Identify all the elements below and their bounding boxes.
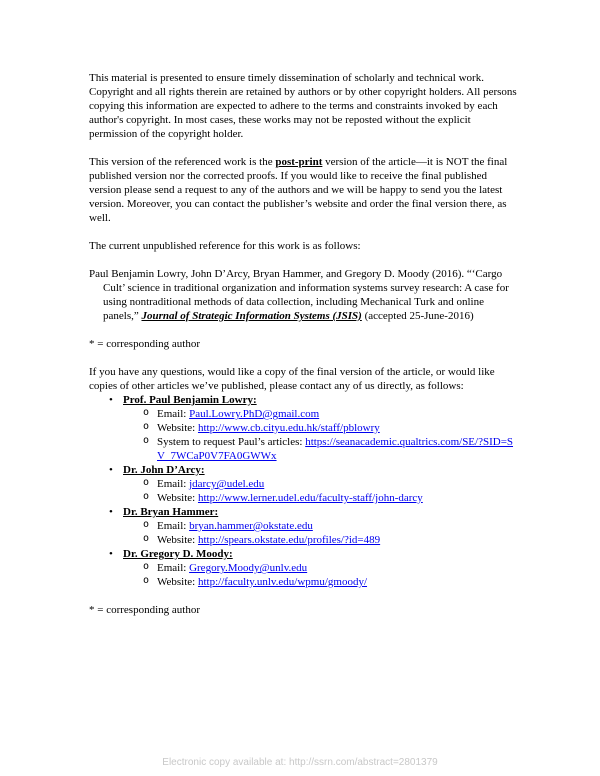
contact-label: System to request Paul’s articles: <box>157 436 306 448</box>
contact-list <box>123 477 519 505</box>
version-statement <box>89 155 519 225</box>
author-list <box>89 393 519 589</box>
copyright-notice: This material is presented to ensure timely dissemination of scholarly and technical work. Copyright and all rights therein are retained by authors or by other copyright holders. All persons copying this information are expected to adhere to the terms and constraints invoked by each author's copyright. In most cases, these works may not be reposted without the explicit permission of the copyright holder. <box>89 72 517 140</box>
contact-label: Email: <box>157 478 190 490</box>
author-name: Dr. Bryan Hammer: <box>123 506 219 518</box>
request-articles-link[interactable]: https://seanacademic.qualtrics.com/SE/?SID=SV_7WCaP0V7FA0GWWx <box>157 436 514 462</box>
contact-label: Website: <box>157 576 198 588</box>
post-print-highlight: post-print <box>275 156 323 168</box>
author-item <box>89 463 519 505</box>
website-link[interactable]: http://spears.okstate.edu/profiles/?id=489 <box>197 534 381 546</box>
contact-item <box>123 533 519 547</box>
contact-item <box>123 407 519 421</box>
website-link[interactable]: http://www.cb.cityu.edu.hk/staff/pblowry <box>197 422 380 434</box>
contact-list <box>123 407 519 463</box>
author-name: Dr. John D’Arcy: <box>123 464 205 476</box>
journal-name: Journal of Strategic Information Systems (JSIS) <box>141 310 362 322</box>
reference-accepted: (accepted 25-June-2016) <box>361 310 474 322</box>
author-item <box>89 547 519 589</box>
website-link[interactable]: http://faculty.unlv.edu/wpmu/gmoody/ <box>197 576 368 588</box>
email-link[interactable]: bryan.hammer@okstate.edu <box>189 520 313 532</box>
version-suffix: version of the article—it is NOT the final published version nor the corrected proofs. If you would like to receive the final published version please send a request to any of the authors and we will be happy to send you the latest version. Moreover, you can contact the publisher’s website and order the final version there, as well. <box>89 156 508 224</box>
author-name: Prof. Paul Benjamin Lowry: <box>123 394 257 406</box>
author-name: Dr. Gregory D. Moody: <box>123 548 233 560</box>
reference-authors-title: Paul Benjamin Lowry, John D’Arcy, Bryan Hammer, and Gregory D. Moody (2016). “‘Cargo Cult’ science in traditional organization and information systems survey research: A case for using nontraditional methods of data collection, including Mechanical Turk and online panels,” <box>89 268 509 322</box>
contact-label: Email: <box>157 408 190 420</box>
contact-label: Website: <box>157 534 198 546</box>
contact-item <box>123 519 519 533</box>
contact-label: Website: <box>157 422 198 434</box>
reference-citation <box>89 267 519 323</box>
contact-label: Website: <box>157 492 198 504</box>
website-link[interactable]: http://www.lerner.udel.edu/faculty-staff/john-darcy <box>197 492 423 504</box>
contact-list <box>123 561 519 589</box>
contact-item <box>123 561 519 575</box>
email-link[interactable]: Gregory.Moody@unlv.edu <box>189 562 308 574</box>
author-item <box>89 393 519 463</box>
corresponding-author-note: * = corresponding author <box>89 338 200 350</box>
contact-list <box>123 519 519 547</box>
contact-item <box>123 435 519 463</box>
email-link[interactable]: Paul.Lowry.PhD@gmail.com <box>189 408 320 420</box>
version-prefix: This version of the referenced work is the <box>89 156 276 168</box>
author-item <box>89 505 519 547</box>
email-link[interactable]: jdarcy@udel.edu <box>189 478 265 490</box>
contact-intro: If you have any questions, would like a copy of the final version of the article, or would like copies of other articles we’ve published, please contact any of us directly, as follows: <box>89 366 495 392</box>
corresponding-author-note-2: * = corresponding author <box>89 604 200 616</box>
document-page <box>89 71 519 617</box>
contact-item <box>123 477 519 491</box>
contact-label: Email: <box>157 520 190 532</box>
contact-item <box>123 575 519 589</box>
ssrn-footer: Electronic copy available at: http://ssrn.com/abstract=2801379 <box>162 757 438 768</box>
contact-item <box>123 491 519 505</box>
reference-intro: The current unpublished reference for this work is as follows: <box>89 240 361 252</box>
contact-item <box>123 421 519 435</box>
contact-label: Email: <box>157 562 190 574</box>
